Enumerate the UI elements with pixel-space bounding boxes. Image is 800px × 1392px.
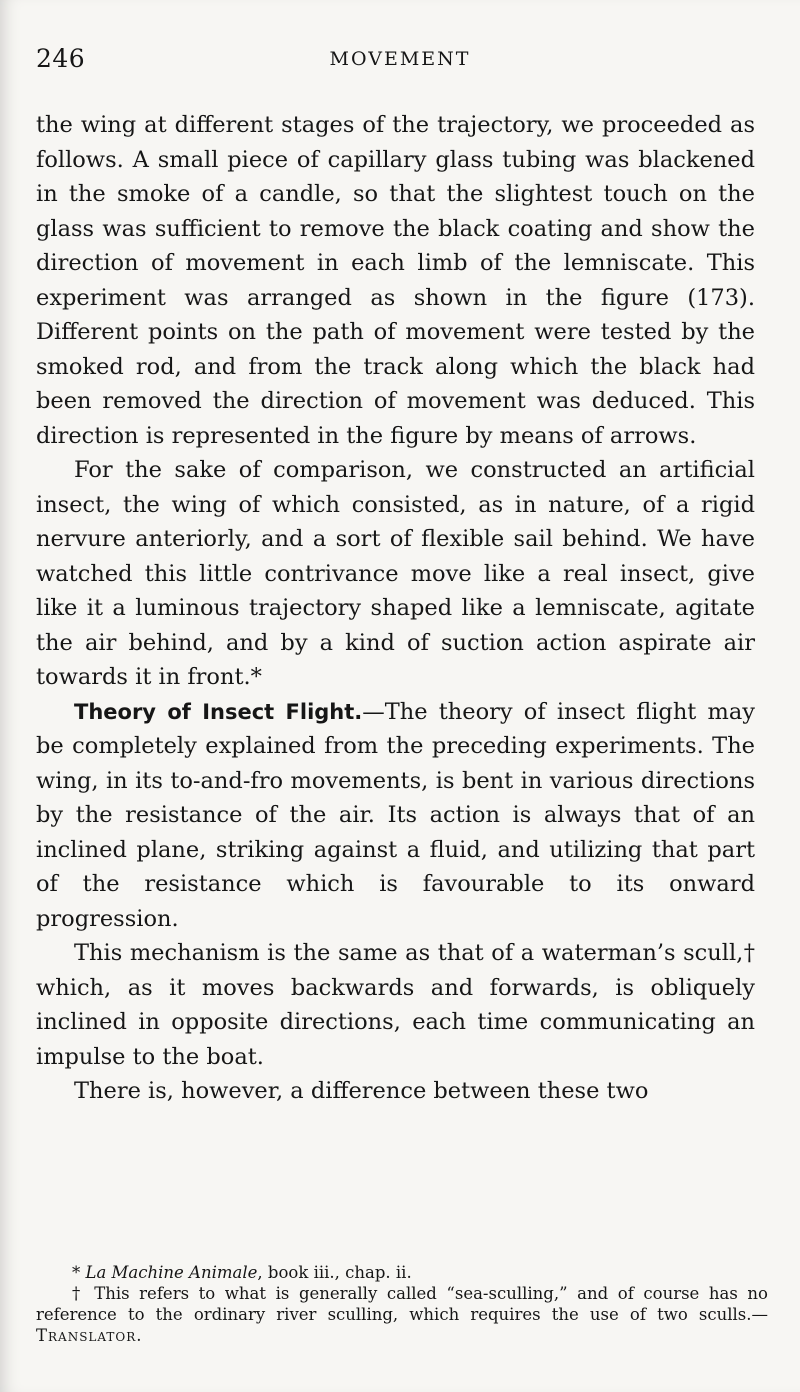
footnote-2-credit: Translator. bbox=[36, 1326, 143, 1345]
footnote-2-text: † This refers to what is generally called “sea-sculling,” and of course has no reference to the ordinary river sculling, which requires the use of two sculls.— bbox=[36, 1284, 768, 1324]
footnote-1-text: , book iii., chap. ii. bbox=[257, 1263, 412, 1282]
body-text bbox=[36, 108, 755, 1109]
paragraph-theory bbox=[36, 695, 755, 937]
running-title: MOVEMENT bbox=[329, 48, 471, 70]
paragraph-continued: the wing at different stages of the trajectory, we proceeded as follows. A small piece of capillary glass tubing was blackened in the smoke of a candle, so that the slightest touch on the glass was sufficient to remove the black coating and show the direction of movement in each limb of the lemniscate. This experiment was arranged as shown in the figure (173). Different points on the path of movement were tested by the smoked rod, and from the track along which the black had been removed the direction of movement was deduced. This direction is represented in the figure by means of arrows. bbox=[36, 112, 755, 449]
footnote-2 bbox=[36, 1283, 768, 1346]
running-head bbox=[36, 44, 764, 80]
footnote-1 bbox=[36, 1262, 768, 1283]
paragraph-theory-text: —The theory of insect flight may be completely explained from the preceding experiments. The wing, in its to-and-fro movements, is bent in various directions by the resistance of the air. Its action is always that of an inclined plane, striking against a fluid, and utilizing that part of the resistance which is favourable to its onward progression. bbox=[36, 698, 755, 932]
footnotes bbox=[36, 1262, 768, 1346]
footnote-1-marker: * bbox=[72, 1263, 86, 1282]
footnote-1-title: La Machine Animale bbox=[85, 1263, 258, 1282]
section-heading: Theory of Insect Flight. bbox=[74, 699, 363, 724]
page-number: 246 bbox=[36, 44, 86, 73]
paragraph-scull: This mechanism is the same as that of a waterman’s scull,† which, as it moves backwards and forwards, is obliquely inclined in opposite directions, each time communicating an impulse to the boat. bbox=[36, 940, 755, 1070]
paragraph-artificial-insect: For the sake of comparison, we constructed an artificial insect, the wing of which consisted, as in nature, of a rigid nervure anteriorly, and a sort of flexible sail behind. We have watched this little contrivance move like a real insect, give like it a luminous trajectory shaped like a lemniscate, agitate the air behind, and by a kind of suction action aspirate air towards it in front.* bbox=[36, 457, 755, 690]
paragraph-difference: There is, however, a difference between these two bbox=[74, 1078, 649, 1104]
